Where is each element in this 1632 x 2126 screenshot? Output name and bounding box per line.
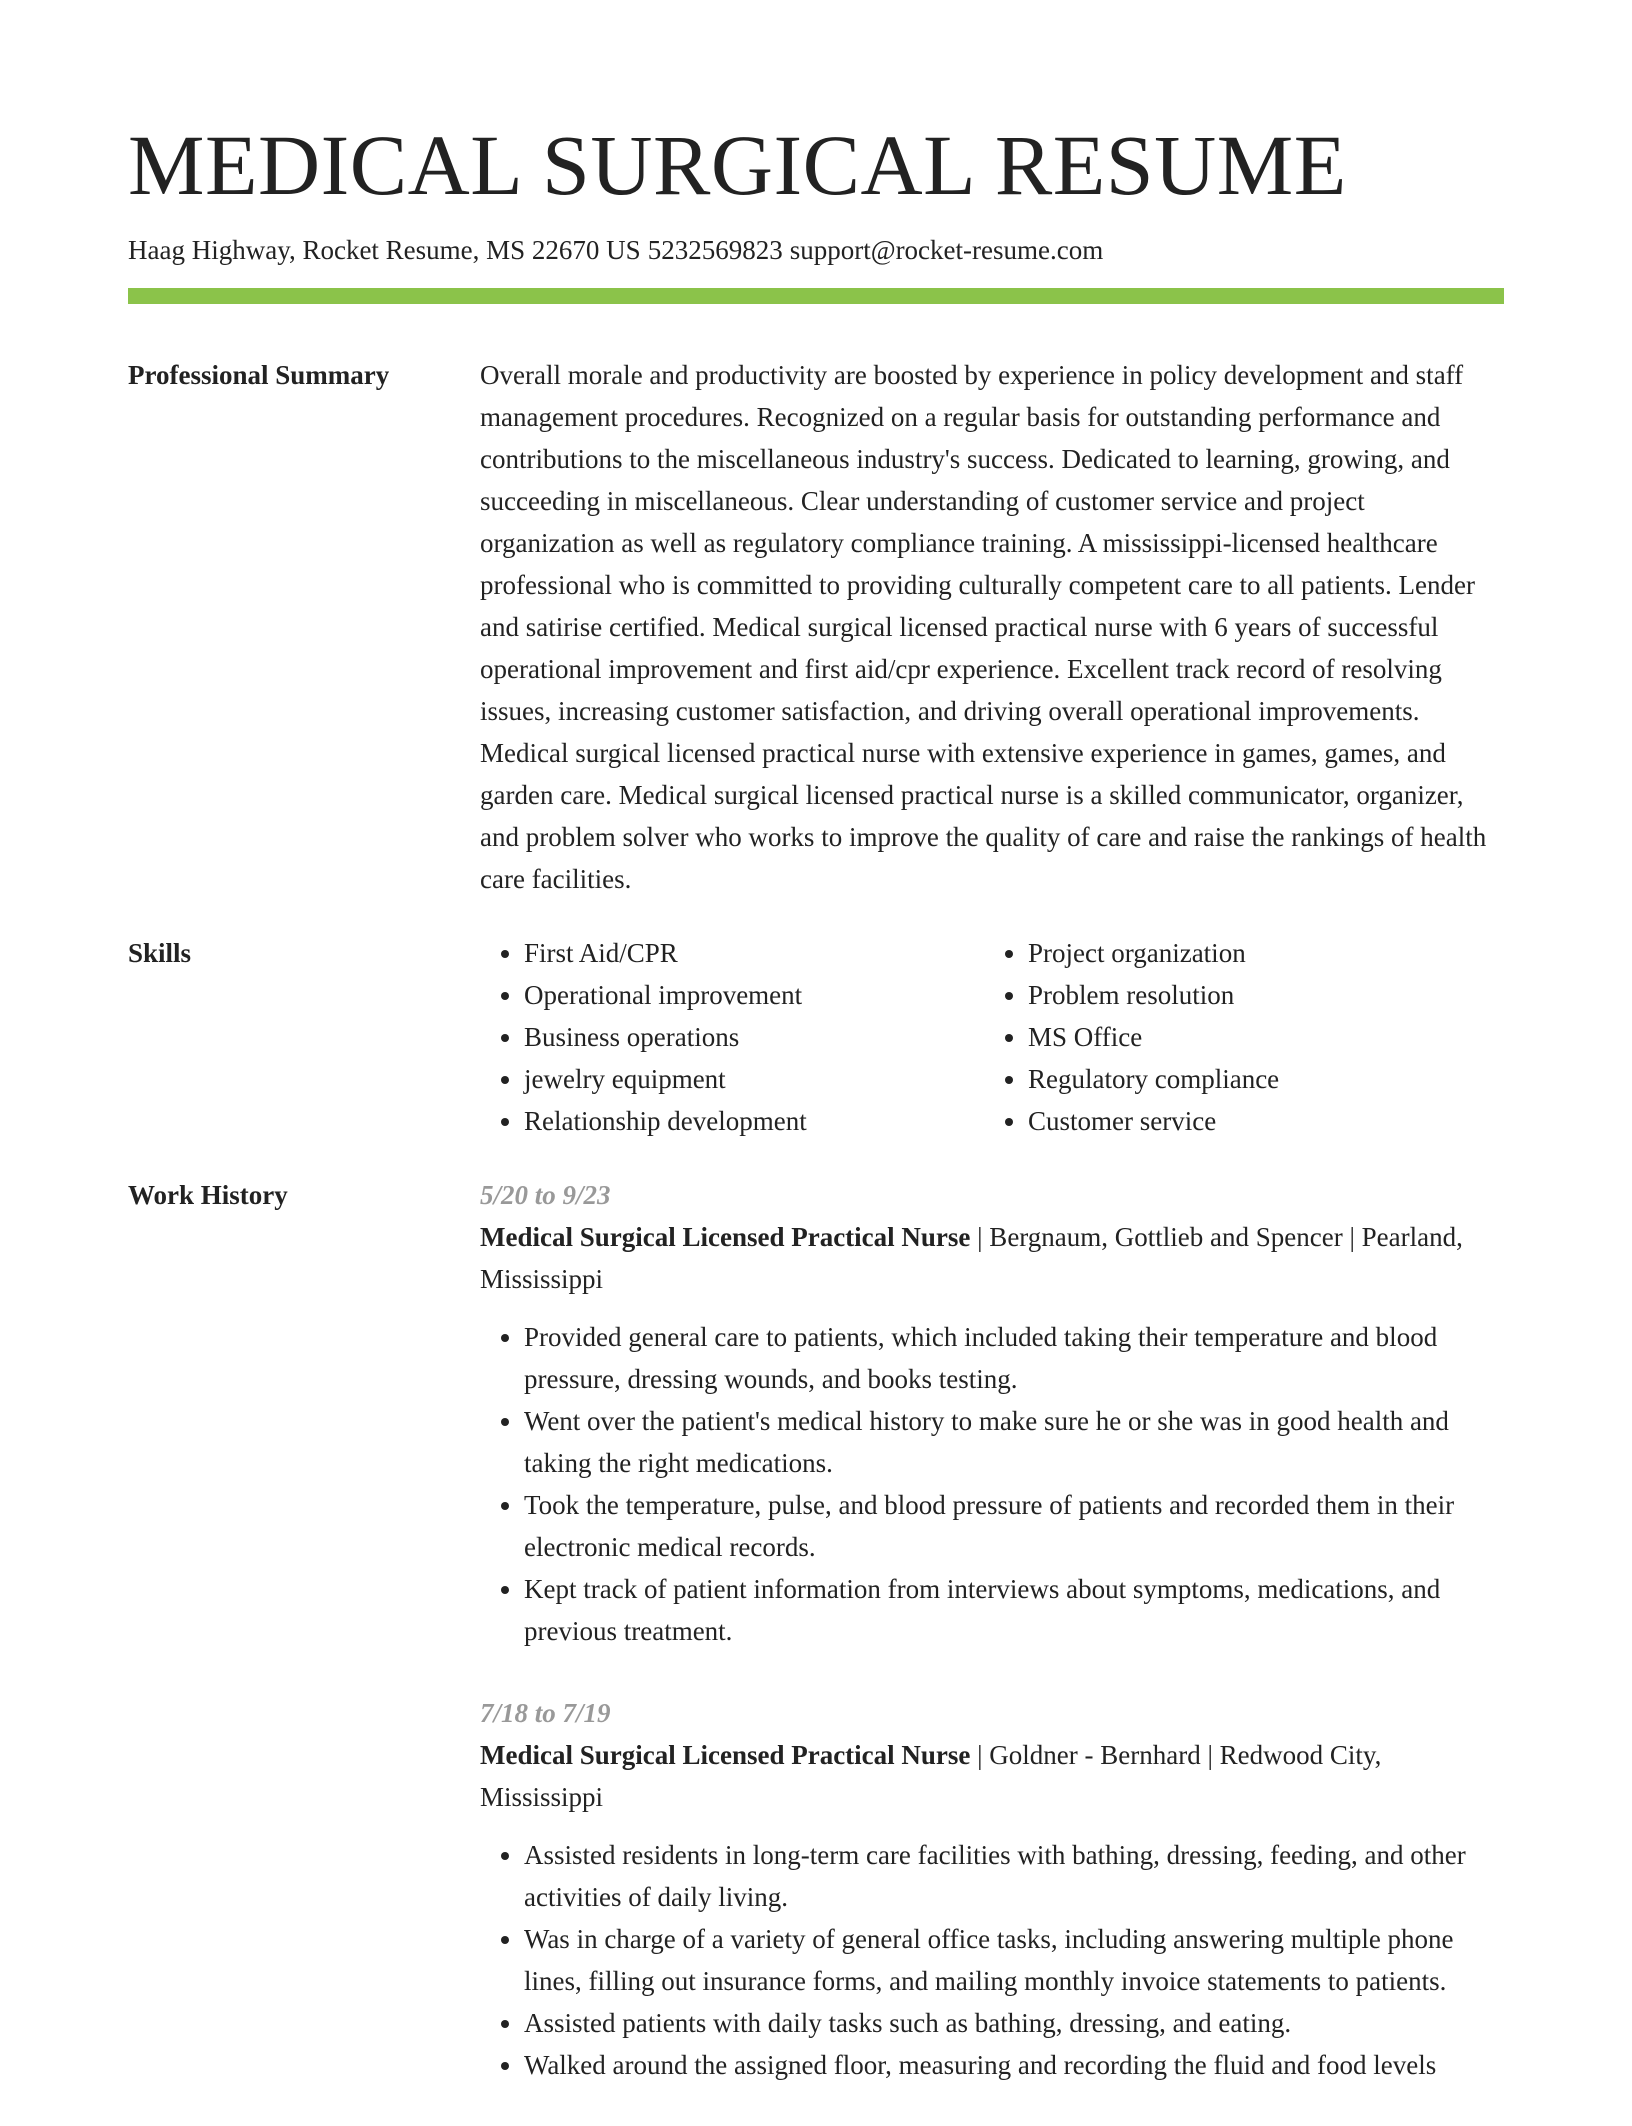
job-bullet: • Took the temperature, pulse, and blood pressure of patients and recorded them in their electronic medical records. (524, 1484, 1504, 1568)
skills-list-left (480, 932, 984, 1142)
section-work-history (128, 1174, 1504, 2126)
job-bullet: • Assisted residents in long-term care facilities with bathing, dressing, feeding, and other activities of daily living. (524, 1834, 1504, 1918)
job-bullets (480, 1834, 1504, 2086)
job-bullet: • Provided general care to patients, which included taking their temperature and blood pressure, dressing wounds, and books testing. (524, 1316, 1504, 1400)
skill-item: • MS Office (1028, 1016, 1279, 1058)
skill-item: • Problem resolution (1028, 974, 1279, 1016)
skills-list-right (984, 932, 1279, 1142)
contact-address: Haag Highway, Rocket Resume, MS 22670 US (128, 234, 641, 265)
contact-phone: 5232569823 (647, 234, 783, 265)
skill-item: • Customer service (1028, 1100, 1279, 1142)
skill-item: • Project organization (1028, 932, 1279, 974)
job-bullet: • Was in charge of a variety of general office tasks, including answering multiple phone lines, filling out insurance forms, and mailing monthly invoice statements to patients. (524, 1918, 1504, 2002)
section-skills (128, 932, 1504, 1142)
job-dates: 7/18 to 7/19 (480, 1697, 611, 1728)
job-bullet: • Kept track of patient information from interviews about symptoms, medications, and previous treatment. (524, 1568, 1504, 1652)
job-bullet: • Went over the patient's medical history to make sure he or she was in good health and taking the right medications. (524, 1400, 1504, 1484)
summary-text: Overall morale and productivity are boosted by experience in policy development and staff management procedures. Recognized on a regular basis for outstanding performance and contributions to the miscellaneous industry's success. Dedicated to learning, growing, and succeeding in miscellaneous. Clear understanding of customer service and project organization as well as regulatory compliance training. A mississippi-licensed healthcare professional who is committed to providing culturally competent care to all patients. Lender and satirise certified. Medical surgical licensed practical nurse with 6 years of successful operational improvement and first aid/cpr experience. Excellent track record of resolving issues, increasing customer satisfaction, and driving overall operational improvements. Medical surgical licensed practical nurse with extensive experience in games, games, and garden care. Medical surgical licensed practical nurse is a skilled communicator, organizer, and problem solver who works to improve the quality of care and raise the rankings of health care facilities. (480, 359, 1487, 894)
section-label-work-history: Work History (128, 1179, 288, 1210)
section-label-summary: Professional Summary (128, 359, 390, 390)
section-professional-summary (128, 354, 1504, 900)
job-bullet: • Walked around the assigned floor, measuring and recording the fluid and food levels (524, 2044, 1504, 2086)
resume-page (128, 118, 1504, 2126)
header-divider (128, 288, 1504, 304)
job-heading (480, 1734, 1504, 1818)
contact-line (128, 233, 1504, 268)
skill-item: • Relationship development (524, 1100, 984, 1142)
skill-item: • jewelry equipment (524, 1058, 984, 1100)
skill-item: • First Aid/CPR (524, 932, 984, 974)
skill-item: • Business operations (524, 1016, 984, 1058)
job-bullets (480, 1316, 1504, 1652)
job-details: | Bergnaum, Gottlieb and Spencer | Pearland, Mississippi (480, 1221, 1463, 1294)
contact-email: support@rocket-resume.com (789, 234, 1104, 265)
job-title: Medical Surgical Licensed Practical Nurse (480, 1221, 971, 1252)
job-heading (480, 1216, 1504, 1300)
job-bullet: • Assisted patients with daily tasks such as bathing, dressing, and eating. (524, 2002, 1504, 2044)
job-entry (480, 1692, 1504, 2086)
skill-item: • Regulatory compliance (1028, 1058, 1279, 1100)
job-details: | Goldner - Bernhard | Redwood City, Mississippi (480, 1739, 1382, 1812)
section-label-skills: Skills (128, 937, 192, 968)
job-title: Medical Surgical Licensed Practical Nurse (480, 1739, 971, 1770)
skill-item: • Operational improvement (524, 974, 984, 1016)
resume-title: MEDICAL SURGICAL RESUME (128, 117, 1347, 213)
job-dates: 5/20 to 9/23 (480, 1179, 611, 1210)
job-entry (480, 1174, 1504, 1652)
